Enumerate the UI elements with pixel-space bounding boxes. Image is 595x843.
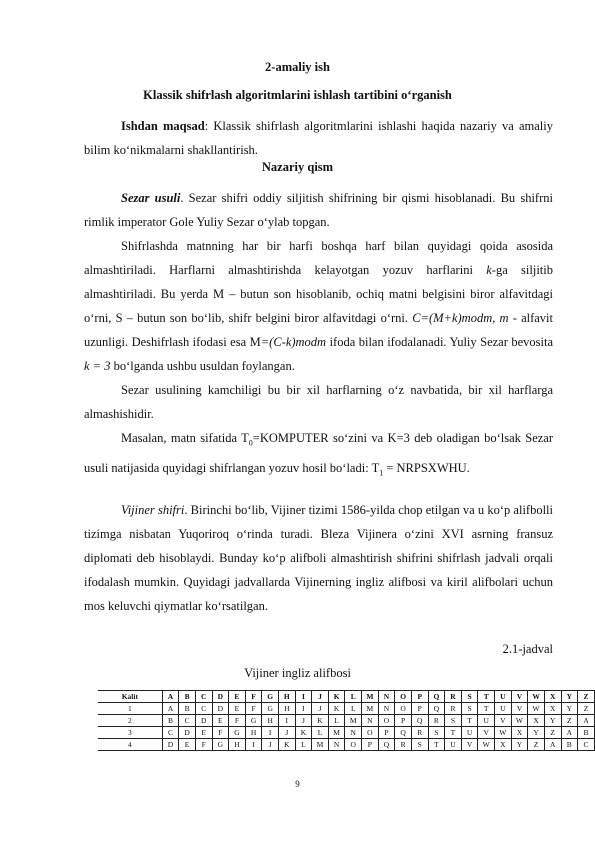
column-header: J	[312, 691, 329, 703]
table-row	[98, 739, 595, 751]
table-cell: K	[278, 739, 295, 751]
rule-text-2: -ga siljitib almashtiriladi. Bu yerda M – butun son hisoblanib, ochiq matni belgisini biror alfavitdagi o‘rni, S – butun son bo‘lib, shifr belgini biror alfavitdagi o‘rni.	[84, 263, 553, 325]
table-cell: G	[262, 703, 279, 715]
table-cell: D	[195, 715, 212, 727]
table-cell: R	[395, 739, 412, 751]
table-cell: V	[511, 703, 528, 715]
table-cell: Y	[561, 703, 578, 715]
table-cell: A	[544, 739, 561, 751]
page-number: 9	[295, 779, 300, 789]
goal-paragraph	[84, 114, 553, 162]
section-heading: Nazariy qism	[261, 160, 334, 174]
example-text-1: Masalan, matn sifatida T	[121, 431, 249, 445]
table-header-row	[98, 691, 595, 703]
table-cell: C	[162, 727, 179, 739]
table-cell: E	[195, 727, 212, 739]
column-header: D	[212, 691, 229, 703]
shift-value: k = 3	[84, 359, 111, 373]
table-cell: P	[411, 703, 428, 715]
caesar-paragraph	[84, 186, 553, 234]
drawback-paragraph: Sezar usulining kamchiligi bu bir xil harflarning o‘z navbatida, bir xil harflarga almashishidir.	[84, 383, 553, 421]
column-header: F	[245, 691, 262, 703]
table-cell: O	[362, 727, 379, 739]
table-cell: D	[212, 703, 229, 715]
table-cell: Z	[578, 703, 595, 715]
table-cell: K	[312, 715, 329, 727]
table-row	[98, 703, 595, 715]
table-cell: P	[378, 727, 395, 739]
table-cell: Q	[428, 703, 445, 715]
table-cell: J	[278, 727, 295, 739]
table-cell: A	[561, 727, 578, 739]
table-cell: X	[495, 739, 512, 751]
table-cell: D	[162, 739, 179, 751]
table-cell: E	[229, 703, 246, 715]
table-cell: U	[445, 739, 462, 751]
column-header: P	[411, 691, 428, 703]
table-cell: Q	[378, 739, 395, 751]
table-cell: K	[295, 727, 312, 739]
rule-paragraph	[84, 234, 553, 378]
table-cell: K	[328, 703, 345, 715]
column-header: A	[162, 691, 179, 703]
table-cell: U	[478, 715, 495, 727]
table-cell: D	[179, 727, 196, 739]
vigenere-term: Vijiner shifri	[121, 503, 185, 517]
table-cell: J	[295, 715, 312, 727]
vigenere-paragraph	[84, 498, 553, 618]
column-header: Z	[578, 691, 595, 703]
table-cell: F	[229, 715, 246, 727]
column-header: N	[378, 691, 395, 703]
example-sub-1: 1	[379, 468, 384, 477]
table-cell: M	[362, 703, 379, 715]
table-cell: G	[229, 727, 246, 739]
goal-label: Ishdan maqsad	[121, 119, 205, 133]
table-cell: N	[378, 703, 395, 715]
example-paragraph	[84, 426, 553, 485]
table-cell: H	[245, 727, 262, 739]
key-cell: 4	[98, 739, 162, 751]
table-cell: E	[179, 739, 196, 751]
column-header: V	[511, 691, 528, 703]
column-header: U	[495, 691, 512, 703]
key-cell: 1	[98, 703, 162, 715]
rule-k: k	[486, 263, 492, 277]
table-cell: Z	[528, 739, 545, 751]
table-cell: H	[229, 739, 246, 751]
table-cell: U	[461, 727, 478, 739]
column-header: X	[544, 691, 561, 703]
table-cell: I	[245, 739, 262, 751]
table-cell: L	[328, 715, 345, 727]
table-cell: S	[411, 739, 428, 751]
column-header: T	[478, 691, 495, 703]
table-cell: N	[362, 715, 379, 727]
example-text-3: = NRPSXWHU.	[383, 460, 470, 475]
table-title: Vijiner ingliz alifbosi	[244, 666, 351, 680]
table-cell: F	[245, 703, 262, 715]
table-cell: V	[478, 727, 495, 739]
vigenere-text: . Birinchi bo‘lib, Vijiner tizimi 1586-yilda chop etilgan va u ko‘p alifbolli tizimga nisbatan Yuqoriroq o‘rinda turadi. Bleza Vijinera o‘zini XVI asrning fransuz diplomati deb hisoblaydi. Bunday ko‘p alifboli almashtirish shifrini shifrlash jadvali orqali ifodalash mumkin. Quyidagi jadvallarda Vijinerning ingliz alifbosi va kiril alifbolari uchun mos keluvchi qiymatlar ko‘rsatilgan.	[84, 503, 553, 613]
table-cell: W	[528, 703, 545, 715]
table-cell: O	[395, 703, 412, 715]
rule-text-5: bo‘lganda ushbu usuldan foylangan.	[110, 359, 295, 373]
table-cell: X	[511, 727, 528, 739]
column-header: Y	[561, 691, 578, 703]
column-header: L	[345, 691, 362, 703]
example-text-2: =KOMPUTER so‘zini va K=3 deb oladigan bo‘lsak Sezar usuli natijasida quyidagi shifrlangan yozuv hosil bo‘ladi: T	[84, 431, 553, 475]
table-cell: B	[179, 703, 196, 715]
table-cell: R	[428, 715, 445, 727]
table-cell: Z	[544, 727, 561, 739]
table-cell: R	[445, 703, 462, 715]
table-cell: E	[212, 715, 229, 727]
table-cell: I	[295, 703, 312, 715]
table-cell: L	[312, 727, 329, 739]
table-cell: B	[578, 727, 595, 739]
table-cell: I	[278, 715, 295, 727]
table-cell: V	[495, 715, 512, 727]
table-cell: H	[262, 715, 279, 727]
table-cell: S	[461, 703, 478, 715]
column-header: O	[395, 691, 412, 703]
column-header: E	[229, 691, 246, 703]
table-cell: C	[195, 703, 212, 715]
table-cell: Q	[395, 727, 412, 739]
table-cell: I	[262, 727, 279, 739]
table-row	[98, 727, 595, 739]
key-cell: 3	[98, 727, 162, 739]
table-row	[98, 715, 595, 727]
table-cell: N	[328, 739, 345, 751]
table-cell: G	[245, 715, 262, 727]
table-cell: P	[362, 739, 379, 751]
table-cell: P	[395, 715, 412, 727]
column-header: I	[295, 691, 312, 703]
decrypt-formula: =(C-k)modm	[260, 335, 327, 349]
column-header: C	[195, 691, 212, 703]
table-cell: X	[544, 703, 561, 715]
table-cell: A	[162, 703, 179, 715]
rule-text-1: Shifrlashda matnning har bir harfi boshqa harf bilan quyidagi qoida asosida almashtiriladi. Harflarni almashtirishda kelayotgan yozuv harflarini	[84, 239, 553, 277]
column-header: G	[262, 691, 279, 703]
page-title: 2-amaliy ish	[265, 60, 330, 74]
column-header: W	[528, 691, 545, 703]
table-cell: Y	[511, 739, 528, 751]
table-cell: S	[428, 727, 445, 739]
table-cell: V	[461, 739, 478, 751]
key-cell: 2	[98, 715, 162, 727]
rule-text-3: - alfavit uzunligi. Deshifrlash ifodasi esa M	[84, 311, 554, 349]
column-header: M	[362, 691, 379, 703]
table-cell: R	[411, 727, 428, 739]
table-cell: X	[528, 715, 545, 727]
table-cell: W	[495, 727, 512, 739]
caesar-term: Sezar usuli	[121, 191, 181, 205]
vigenere-table	[98, 690, 595, 751]
table-cell: L	[345, 703, 362, 715]
table-cell: L	[295, 739, 312, 751]
table-cell: C	[578, 739, 595, 751]
table-cell: F	[212, 727, 229, 739]
table-cell: Y	[528, 727, 545, 739]
table-cell: J	[262, 739, 279, 751]
table-cell: H	[278, 703, 295, 715]
table-cell: F	[195, 739, 212, 751]
rule-text-4: ifoda bilan ifodalanadi. Yuliy Sezar bevosita	[326, 335, 554, 349]
table-cell: Q	[411, 715, 428, 727]
table-cell: T	[478, 703, 495, 715]
table-cell: T	[428, 739, 445, 751]
table-cell: A	[578, 715, 595, 727]
column-header: R	[445, 691, 462, 703]
table-cell: M	[345, 715, 362, 727]
goal-text: : Klassik shifrlash algoritmlarini ishlashi haqida nazariy va amaliy bilim ko‘nikmalarni shakllantirish.	[84, 119, 553, 157]
column-header: K	[328, 691, 345, 703]
table-cell: C	[179, 715, 196, 727]
table-number: 2.1-jadval	[502, 642, 553, 656]
table-cell: N	[345, 727, 362, 739]
column-header: S	[461, 691, 478, 703]
table-cell: W	[511, 715, 528, 727]
table-cell: B	[162, 715, 179, 727]
caesar-text: . Sezar shifri oddiy siljitish shifrining bir qismi hisoblanadi. Bu shifrni rimlik imperator Gole Yuliy Sezar o‘ylab topgan.	[84, 191, 553, 229]
key-header: Kalit	[98, 691, 162, 703]
table-cell: B	[561, 739, 578, 751]
example-sub-0: 0	[248, 438, 253, 448]
table-cell: O	[378, 715, 395, 727]
table-cell: Z	[561, 715, 578, 727]
table-cell: M	[312, 739, 329, 751]
table-cell: T	[461, 715, 478, 727]
table-cell: S	[445, 715, 462, 727]
column-header: B	[179, 691, 196, 703]
table-cell: Y	[544, 715, 561, 727]
column-header: Q	[428, 691, 445, 703]
table-cell: O	[345, 739, 362, 751]
table-cell: J	[312, 703, 329, 715]
table-cell: T	[445, 727, 462, 739]
table-cell: W	[478, 739, 495, 751]
encrypt-formula: C=(M+k)modm, m	[412, 311, 509, 325]
page-subtitle: Klassik shifrlash algoritmlarini ishlash tartibini o‘rganish	[143, 88, 452, 102]
column-header: H	[278, 691, 295, 703]
table-cell: G	[212, 739, 229, 751]
table-cell: M	[328, 727, 345, 739]
table-cell: U	[495, 703, 512, 715]
